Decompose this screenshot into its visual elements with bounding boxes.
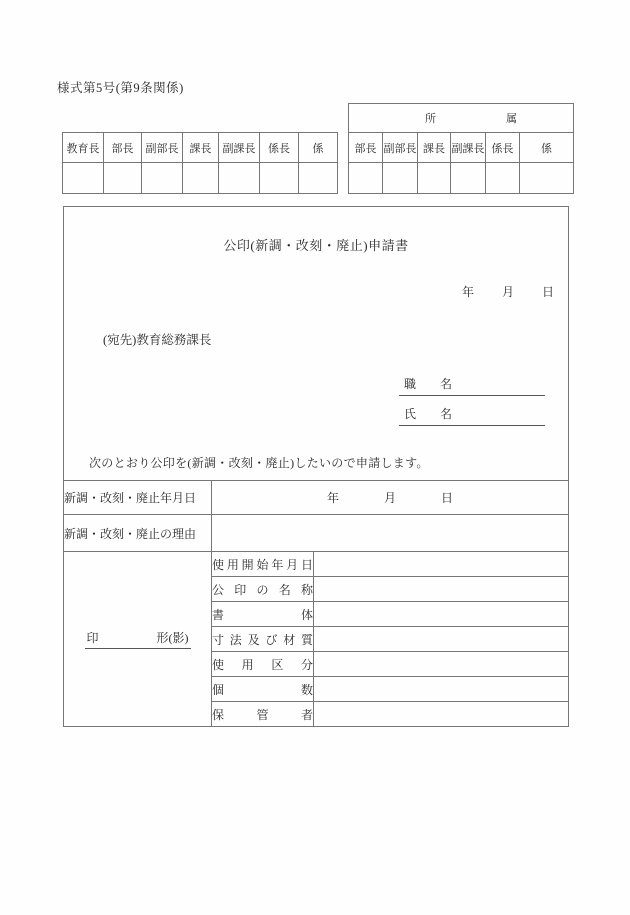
approval-stamp-cell xyxy=(183,163,219,194)
date-month-label: 月 xyxy=(384,491,397,505)
dept-title-char: 所 xyxy=(425,113,436,125)
seal-label-left: 印 xyxy=(86,631,99,645)
approval-header: 副課長 xyxy=(219,133,260,163)
approval-stamp-cell xyxy=(486,163,520,194)
detail-row-label-start-date: 使用開始年月日 xyxy=(212,552,314,577)
approval-stamp-cell xyxy=(520,163,574,194)
approval-stamp-cell xyxy=(418,163,451,194)
application-date-line xyxy=(462,283,554,300)
approval-header: 係長 xyxy=(260,133,299,163)
reason-row-label: 新調・改刻・廃止の理由 xyxy=(64,515,212,552)
approval-header: 係 xyxy=(299,133,338,163)
approval-stamp-cell xyxy=(451,163,486,194)
reason-row-value xyxy=(212,515,569,552)
detail-row-label-quantity: 個数 xyxy=(212,677,314,702)
form-code-label: 様式第5号(第9条関係) xyxy=(57,81,184,95)
detail-row-value xyxy=(314,702,569,727)
detail-row-value xyxy=(314,577,569,602)
detail-row-label-typeface: 書体 xyxy=(212,602,314,627)
approval-stamp-cell xyxy=(260,163,299,194)
approval-stamp-cell xyxy=(349,163,383,194)
approval-table-internal xyxy=(62,132,338,194)
date-day-label: 日 xyxy=(542,284,555,299)
detail-row-value xyxy=(314,652,569,677)
approval-header: 係長 xyxy=(486,133,520,163)
approval-header: 課長 xyxy=(183,133,219,163)
application-title: 公印(新調・改刻・廃止)申請書 xyxy=(223,237,409,253)
seal-impression-label xyxy=(85,629,191,649)
date-year-label: 年 xyxy=(462,284,475,299)
approval-header: 副部長 xyxy=(142,133,183,163)
date-day-label: 日 xyxy=(441,491,454,505)
approval-stamp-cell xyxy=(63,163,104,194)
addressee-label: (宛先)教育総務課長 xyxy=(103,332,212,347)
approval-header: 係 xyxy=(520,133,574,163)
date-row-value xyxy=(212,481,569,515)
department-group-title xyxy=(349,104,574,133)
statement-text: 次のとおり公印を(新調・改刻・廃止)したいので申請します。 xyxy=(89,455,429,470)
approval-header: 部長 xyxy=(349,133,383,163)
approval-stamp-cell xyxy=(299,163,338,194)
detail-row-value xyxy=(314,627,569,652)
approval-stamp-cell xyxy=(219,163,260,194)
application-header-section xyxy=(64,207,569,481)
date-row-label: 新調・改刻・廃止年月日 xyxy=(64,481,212,515)
dept-title-char: 属 xyxy=(506,113,518,125)
approval-header: 部長 xyxy=(104,133,142,163)
name-field: 氏 名 xyxy=(399,405,545,426)
detail-row-label-usage: 使用区分 xyxy=(212,652,314,677)
seal-label-right: 形(影) xyxy=(156,631,189,645)
approval-header: 副課長 xyxy=(451,133,486,163)
approval-stamp-cell xyxy=(142,163,183,194)
job-title-field: 職 名 xyxy=(399,375,545,396)
application-table xyxy=(63,206,569,727)
detail-row-value xyxy=(314,552,569,577)
seal-impression-cell xyxy=(64,552,212,727)
detail-row-value xyxy=(314,602,569,627)
approval-header: 課長 xyxy=(418,133,451,163)
approval-header: 教育長 xyxy=(63,133,104,163)
detail-row-label-seal-name: 公印の名称 xyxy=(212,577,314,602)
approval-stamp-cell xyxy=(104,163,142,194)
date-month-label: 月 xyxy=(502,284,515,299)
detail-row-label-custodian: 保管者 xyxy=(212,702,314,727)
detail-row-label-size-material: 寸法及び材質 xyxy=(212,627,314,652)
approval-stamp-cell xyxy=(383,163,418,194)
approval-table-department xyxy=(348,103,574,194)
detail-row-value xyxy=(314,677,569,702)
approval-header: 副部長 xyxy=(383,133,418,163)
date-year-label: 年 xyxy=(326,491,339,505)
application-box xyxy=(63,206,568,727)
